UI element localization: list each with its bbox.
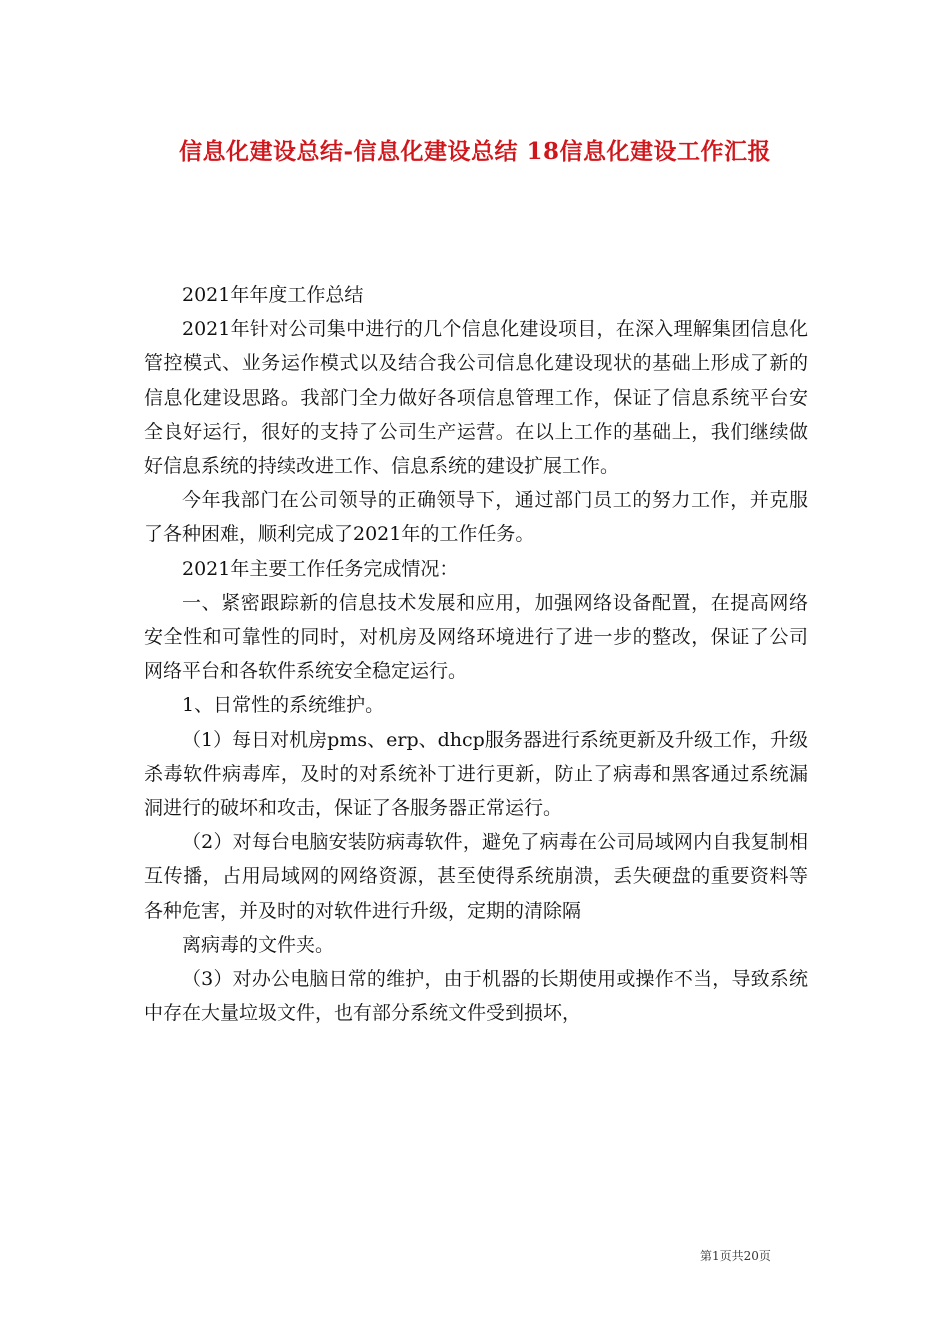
paragraph-item-1-2-continued: 离病毒的文件夹。 xyxy=(182,933,335,956)
paragraph-intro: 2021年针对公司集中进行的几个信息化建设项目，在深入理解集团信息化管控模式、业务运作模式以及结合我公司信息化建设现状的基础上形成了新的信息化建设思路。我部门全力做好各项信息管理工作，保证了信息系统平台安全良好运行，很好的支持了公司生产运营。在以上工作的基础上，我们继续做好信息系统的持续改进工作、信息系统的建设扩展工作。 xyxy=(144,318,808,478)
page-title: 信息化建设总结-信息化建设总结 18信息化建设工作汇报 xyxy=(178,138,772,165)
paragraph-tasks-heading: 2021年主要工作任务完成情况： xyxy=(182,557,459,580)
paragraph-item-1-3: （3）对办公电脑日常的维护，由于机器的长期使用或操作不当，导致系统中存在大量垃圾文件，也有部分系统文件受到损坏， xyxy=(144,968,808,1025)
paragraph-report-heading: 2021年年度工作总结 xyxy=(182,284,364,306)
paragraph-summary: 今年我部门在公司领导的正确领导下，通过部门员工的努力工作，并克服了各种困难，顺利完成了2021年的工作任务。 xyxy=(144,489,808,546)
paragraph-item-1-2: （2）对每台电脑安装防病毒软件，避免了病毒在公司局域网内自我复制相互传播，占用局域网的网络资源，甚至使得系统崩溃，丢失硬盘的重要资料等各种危害，并及时的对软件进行升级，定期的清除隔 xyxy=(144,831,808,922)
page-number: 第1页共20页 xyxy=(700,1249,771,1263)
paragraph-item-1-1: （1）每日对机房pms、erp、dhcp服务器进行系统更新及升级工作，升级杀毒软件病毒库，及时的对系统补丁进行更新，防止了病毒和黑客通过系统漏洞进行的破坏和攻击，保证了各服务器正常运行。 xyxy=(144,728,808,820)
paragraph-section-one: 一、紧密跟踪新的信息技术发展和应用，加强网络设备配置，在提高网络安全性和可靠性的同时，对机房及网络环境进行了进一步的整改，保证了公司网络平台和各软件系统安全稳定运行。 xyxy=(144,591,808,683)
document-body xyxy=(144,278,808,1030)
paragraph-item-1: 1、日常性的系统维护。 xyxy=(182,694,385,717)
